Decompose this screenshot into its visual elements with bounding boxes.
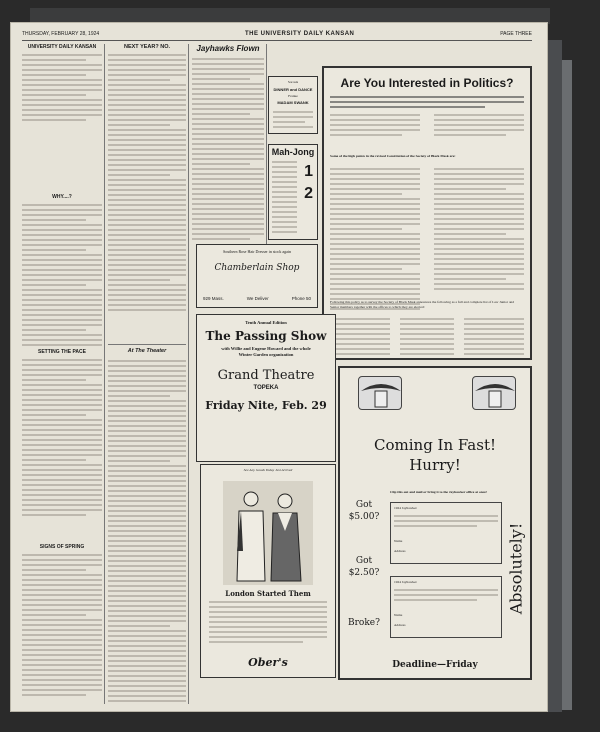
next-year-heading: NEXT YEAR? NO. <box>123 44 171 50</box>
price250: $2.50? <box>348 568 380 578</box>
coupon-heading: Clip this out and mail or bring it to the Jayhawker office at once! <box>390 490 487 494</box>
why-heading: WHY....? <box>52 194 72 200</box>
header-paper-name: THE UNIVERSITY DAILY KANSAN <box>244 31 355 37</box>
header-date: THURSDAY, FEBRUARY 28, 1924 <box>22 31 100 37</box>
southern-deliver: We Deliver <box>246 296 269 301</box>
passing-city: TOPEKA <box>253 384 279 391</box>
ad-title: Sorosis <box>287 80 299 84</box>
broke-label: Broke? <box>348 618 380 628</box>
coming-title: Coming In Fast! <box>374 436 496 454</box>
deadline-text: Deadline—Friday <box>392 660 478 670</box>
passing-show-ad <box>196 314 336 462</box>
coupon-name-label-2: Name <box>394 613 403 617</box>
column-news <box>108 44 186 704</box>
at-theater-heading: At The Theater <box>127 348 167 354</box>
london-ad <box>200 464 336 678</box>
passing-date: Friday Nite, Feb. 29 <box>205 398 327 412</box>
politics-title: Are You Interested in Politics? <box>340 76 514 90</box>
at-theater-text <box>108 360 186 704</box>
mahjong-ad <box>268 144 318 240</box>
members-list-1 <box>330 318 390 358</box>
price5: $5.00? <box>348 512 380 522</box>
london-title: London Started Them <box>225 589 311 598</box>
coupon-full[interactable] <box>390 502 502 564</box>
obers-logo: Ober's <box>248 656 288 669</box>
jayhawk-bird-right-icon <box>472 376 516 410</box>
binding-right-edge-outer <box>562 60 572 710</box>
politics-column-right <box>434 114 524 139</box>
setting-pace-heading: SETTING THE PACE <box>38 349 86 355</box>
mahjong-title: Mah-Jong <box>271 147 315 157</box>
southern-phone: Phone 50 <box>291 296 311 301</box>
coupon-book-name-2: 1924 Jayhawker <box>394 580 417 584</box>
header-page: PAGE THREE <box>500 31 532 37</box>
column-editorial <box>22 44 102 704</box>
coupon-text-2 <box>394 589 498 604</box>
politics-column-left <box>330 114 420 139</box>
signs-spring-text <box>22 554 102 699</box>
ad-line3: MADAM SWANK <box>277 100 309 105</box>
column-divider <box>266 44 267 244</box>
coupon-address-label-2: Address <box>394 623 406 627</box>
southern-address: 929 Mass. <box>203 296 224 301</box>
jayhawks-text <box>192 58 264 243</box>
coupon-text <box>394 515 498 530</box>
jayhawker-ad <box>338 366 532 680</box>
hurry-title: Hurry! <box>409 456 461 474</box>
absolutely-text: Absolutely! <box>506 522 526 614</box>
members-list-3 <box>464 318 524 358</box>
setting-pace-text <box>22 359 102 519</box>
two-men-icon <box>223 481 313 585</box>
coupon-half[interactable] <box>390 576 502 638</box>
politics-ad <box>322 66 532 360</box>
ad-line1: DINNER and DANCE <box>273 86 313 92</box>
dinner-dance-ad <box>268 76 318 134</box>
next-year-text <box>108 54 186 314</box>
passing-org: Winter Garden organization <box>238 352 294 357</box>
column-divider <box>188 44 189 704</box>
header-rule <box>22 40 532 41</box>
ad-body <box>269 111 317 131</box>
passing-title: The Passing Show <box>205 328 327 343</box>
southern-rose-ad <box>196 244 318 308</box>
mahjong-number-1: 1 <box>304 163 313 180</box>
page-header <box>22 28 532 40</box>
column-jayhawks <box>192 44 264 244</box>
politics-intro <box>324 96 530 111</box>
members-list-2 <box>400 318 454 358</box>
southern-brand: Chamberlain Shop <box>214 262 300 273</box>
southern-text: Southern Rose Hair Dresser in stock again <box>223 249 291 254</box>
column-divider <box>104 44 105 704</box>
got5-label: Got <box>355 500 373 510</box>
passing-with: with Willie and Eugene Howard and the whole <box>221 345 311 351</box>
coupon-name-label: Name <box>394 539 403 543</box>
coupon-address-label: Address <box>394 549 406 553</box>
mahjong-text <box>272 161 297 236</box>
signs-spring-heading: SIGNS OF SPRING <box>39 544 85 550</box>
jayhawks-heading: Jayhawks Flown <box>196 44 260 53</box>
binding-right-edge <box>548 40 562 712</box>
politics-points-right <box>434 168 524 293</box>
politics-points-left <box>330 168 420 313</box>
mahjong-number-2: 2 <box>304 185 313 202</box>
masthead-text <box>22 54 102 124</box>
jayhawk-bird-left-icon <box>358 376 402 410</box>
masthead-title: UNIVERSITY DAILY KANSAN <box>27 44 97 50</box>
ad-line2: Franke <box>288 93 298 98</box>
men-illustration <box>223 481 313 585</box>
politics-closing: Following this policy as to survey the Society of Black Mask announces the following as a full and complete list of Law Junior and Senior members together with the offices to which they are elected: <box>330 300 515 309</box>
politics-subhead: Some of the high points in the revised Constitution of the Society of Black Mask are: <box>330 154 456 158</box>
why-text <box>22 204 102 349</box>
passing-annual: Tenth Annual Edition <box>245 320 287 325</box>
absolutely-wrapper <box>506 488 526 648</box>
london-caption: See Any Goods Today Just Arrived <box>243 468 293 472</box>
divider <box>108 344 186 345</box>
coupon-book-name: 1924 Jayhawker <box>394 506 417 510</box>
passing-theatre: Grand Theatre <box>217 367 315 383</box>
got250-label: Got <box>355 556 373 566</box>
london-text <box>209 601 327 646</box>
southern-footer <box>203 296 311 301</box>
